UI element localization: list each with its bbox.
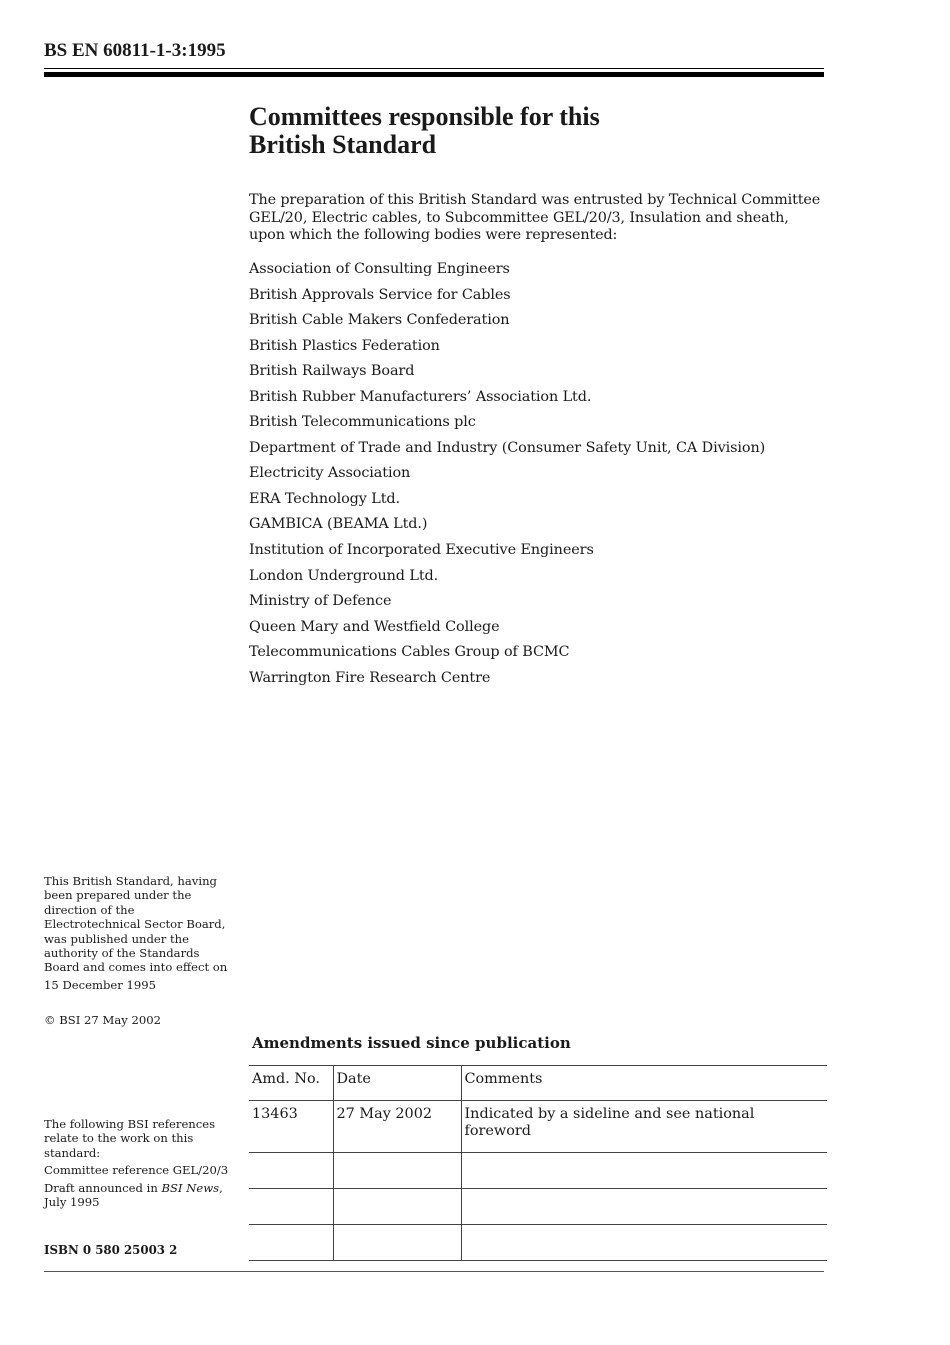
title-line-2: British Standard [249,130,437,159]
title-line-1: Committees responsible for this [249,102,600,131]
effect-note [44,874,234,992]
represented-bodies-list [249,259,765,693]
list-item: British Approvals Service for Cables [249,286,511,303]
list-item: ERA Technology Ltd. [249,490,400,507]
amendments-table [249,1065,827,1261]
table-cell [249,1153,333,1189]
effect-date: 15 December 1995 [44,977,156,992]
page-title [249,103,809,159]
table-cell [333,1225,461,1261]
column-header: Comments [461,1066,827,1101]
list-item: British Plastics Federation [249,337,440,354]
column-header: Date [333,1066,461,1101]
list-item: British Railways Board [249,363,415,380]
refs-intro: The following BSI references relate to the work on this standard: [44,1117,216,1160]
table-row [249,1225,827,1261]
list-item: Ministry of Defence [249,593,392,610]
copyright-note: © BSI 27 May 2002 [44,1013,161,1027]
header-rule-thick [44,72,824,77]
list-item: GAMBICA (BEAMA Ltd.) [249,516,428,533]
list-item: Institution of Incorporated Executive Engineers [249,542,594,559]
list-item: Association of Consulting Engineers [249,261,510,277]
draft-announcement: Draft announced in BSI News, July 1995 [44,1180,223,1210]
footer-rule [44,1271,824,1272]
list-item: London Underground Ltd. [249,567,439,584]
column-header: Amd. No. [249,1066,333,1101]
bsi-references [44,1117,234,1209]
table-cell [249,1189,333,1225]
intro-paragraph: The preparation of this British Standard was entrusted by Technical Committee GEL/20, Electric cables, to Subcommittee GEL/20/3, Insulation and sheath, upon which the following bodies were represented: [249,192,821,243]
list-item: Queen Mary and Westfield College [249,618,500,635]
header-rule-thin [44,68,824,69]
list-item: Telecommunications Cables Group of BCMC [249,644,570,661]
publication-name: BSI News [161,1180,220,1195]
table-cell [461,1189,827,1225]
table-cell [461,1153,827,1189]
table-cell: 27 May 2002 [333,1101,461,1153]
effect-text: This British Standard, having been prepared under the direction of the Electrotechnical Sector Board, was published under the authority of the Standards Board and comes into effect on [44,874,228,975]
table-cell [333,1189,461,1225]
table-cell: Indicated by a sideline and see national foreword [461,1101,827,1153]
table-header-row [249,1066,827,1101]
amendments-heading: Amendments issued since publication [252,1034,571,1052]
list-item: British Cable Makers Confederation [249,312,510,329]
committee-reference: Committee reference GEL/20/3 [44,1163,229,1178]
table-cell [249,1225,333,1261]
table-cell [333,1153,461,1189]
table-row [249,1153,827,1189]
document-id: BS EN 60811-1-3:1995 [44,40,226,61]
table-row [249,1101,827,1153]
list-item: Warrington Fire Research Centre [249,669,491,686]
table-row [249,1189,827,1225]
table-cell: 13463 [249,1101,333,1153]
list-item: British Rubber Manufacturers’ Association Ltd. [249,388,592,405]
list-item: Department of Trade and Industry (Consumer Safety Unit, CA Division) [249,439,766,456]
list-item: British Telecommunications plc [249,414,476,431]
isbn: ISBN 0 580 25003 2 [44,1243,178,1257]
table-cell [461,1225,827,1261]
list-item: Electricity Association [249,465,411,482]
